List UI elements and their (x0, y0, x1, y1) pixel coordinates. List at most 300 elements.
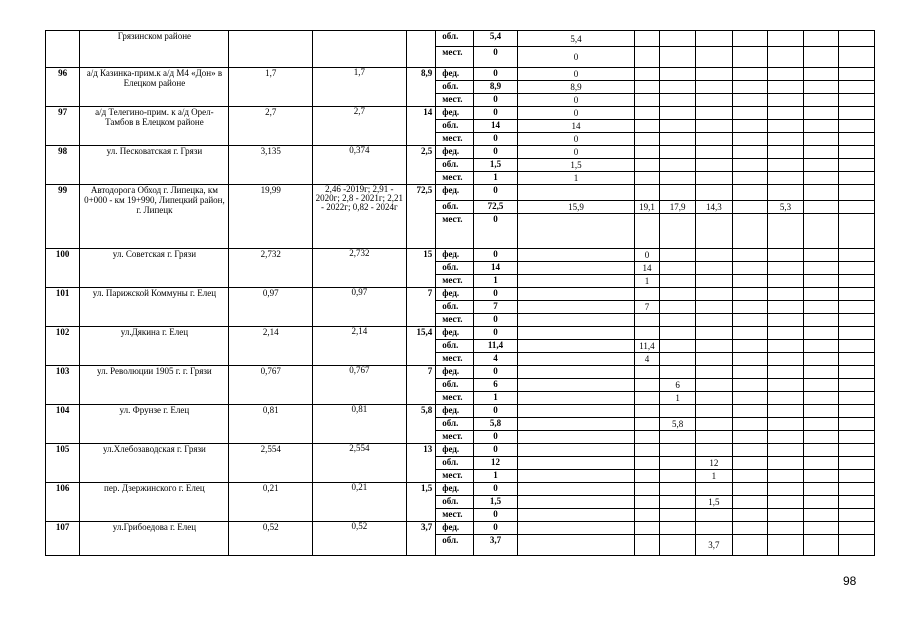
budget-amount: 1 (473, 172, 517, 185)
year-value (659, 535, 695, 556)
year-value (768, 457, 803, 470)
year-value (768, 249, 803, 262)
table-row (46, 405, 905, 418)
year-value (635, 327, 660, 340)
road-name: ул. Фрунзе г. Елец (80, 405, 229, 444)
year-value (696, 172, 732, 185)
year-value (659, 457, 695, 470)
year-value (696, 47, 732, 68)
year-value (768, 301, 803, 314)
year-value (839, 133, 875, 146)
budget-amount: 6 (473, 379, 517, 392)
year-value (696, 509, 732, 522)
row-number: 100 (46, 249, 80, 288)
year-value (839, 379, 875, 392)
year-value: 1 (635, 275, 660, 288)
year-value (803, 262, 839, 275)
road-length: 2,732 (229, 249, 313, 288)
year-value: 0 (517, 107, 634, 120)
year-value (696, 249, 732, 262)
budget-amount: 8,9 (473, 81, 517, 94)
year-value (696, 31, 732, 47)
year-value (696, 146, 732, 159)
budget-type: мест. (436, 47, 474, 68)
budget-type: фед. (436, 288, 474, 301)
road-length: 0,97 (229, 288, 313, 327)
budget-type: обл. (436, 535, 474, 556)
row-number: 107 (46, 522, 80, 556)
row-number: 99 (46, 185, 80, 249)
road-length: 0,81 (229, 405, 313, 444)
year-value: 0 (517, 133, 634, 146)
year-value (839, 288, 875, 301)
year-value: 7 (635, 301, 660, 314)
year-value (696, 275, 732, 288)
year-value (696, 366, 732, 379)
year-value (839, 94, 875, 107)
year-value (732, 301, 768, 314)
year-value: 14 (635, 262, 660, 275)
repair-length: 2,554 (313, 444, 407, 483)
year-value (803, 201, 839, 214)
year-value (768, 535, 803, 556)
year-value (635, 31, 660, 47)
year-value (803, 275, 839, 288)
year-value (768, 81, 803, 94)
year-value (732, 366, 768, 379)
road-name: пер. Дзержинского г. Елец (80, 483, 229, 522)
budget-amount: 0 (473, 68, 517, 81)
year-value (659, 172, 695, 185)
year-value (768, 288, 803, 301)
budget-amount: 5,8 (473, 418, 517, 431)
total-cost: 7 (406, 366, 436, 405)
year-value (517, 327, 634, 340)
budget-type: обл. (436, 31, 474, 47)
table-row (46, 444, 905, 457)
budget-type: фед. (436, 146, 474, 159)
budget-type: фед. (436, 405, 474, 418)
year-value (803, 249, 839, 262)
year-value (517, 314, 634, 327)
road-length (229, 31, 313, 68)
budget-amount: 12 (473, 457, 517, 470)
year-value (732, 133, 768, 146)
budget-type: обл. (436, 418, 474, 431)
year-value (659, 483, 695, 496)
budget-type: мест. (436, 214, 474, 249)
year-value (635, 120, 660, 133)
road-length: 19,99 (229, 185, 313, 249)
year-value (839, 262, 875, 275)
road-name: ул. Парижской Коммуны г. Елец (80, 288, 229, 327)
road-name: ул.Дякина г. Елец (80, 327, 229, 366)
year-value: 6 (659, 379, 695, 392)
year-value (517, 262, 634, 275)
repair-length: 0,21 (313, 483, 407, 522)
year-value (768, 392, 803, 405)
total-cost: 1,5 (406, 483, 436, 522)
year-value (635, 185, 660, 201)
table-body (46, 31, 905, 556)
year-value (732, 146, 768, 159)
road-name: а/д Телегино-прим. к а/д Орел-Тамбов в Елецком районе (80, 107, 229, 146)
year-value (517, 470, 634, 483)
road-length: 1,7 (229, 68, 313, 107)
row-number: 103 (46, 366, 80, 405)
year-value (517, 379, 634, 392)
table-row (46, 68, 905, 81)
year-value (659, 301, 695, 314)
year-value (517, 483, 634, 496)
year-value (803, 418, 839, 431)
year-value: 17,9 (659, 201, 695, 214)
road-name: а/д Казинка-прим.к а/д М4 «Дон» в Елецком районе (80, 68, 229, 107)
year-value (696, 522, 732, 535)
year-value: 0 (517, 68, 634, 81)
year-value (732, 201, 768, 214)
year-value (732, 535, 768, 556)
budget-type: обл. (436, 201, 474, 214)
year-value (732, 379, 768, 392)
year-value (803, 81, 839, 94)
year-value: 5,4 (517, 31, 634, 47)
year-value (803, 483, 839, 496)
year-value (768, 159, 803, 172)
total-cost: 7 (406, 288, 436, 327)
year-value (517, 522, 634, 535)
year-value (517, 418, 634, 431)
budget-type: мест. (436, 172, 474, 185)
year-value (803, 47, 839, 68)
budget-type: фед. (436, 249, 474, 262)
year-value (517, 366, 634, 379)
year-value (635, 457, 660, 470)
year-value (839, 353, 875, 366)
year-value (839, 535, 875, 556)
total-cost: 5,8 (406, 405, 436, 444)
road-program-table (45, 30, 905, 556)
year-value: 0 (517, 94, 634, 107)
year-value (839, 120, 875, 133)
repair-length: 2,14 (313, 327, 407, 366)
year-value (839, 418, 875, 431)
year-value (696, 431, 732, 444)
year-value (659, 31, 695, 47)
budget-amount: 0 (473, 214, 517, 249)
year-value (732, 275, 768, 288)
year-value (517, 535, 634, 556)
budget-type: обл. (436, 301, 474, 314)
year-value (659, 288, 695, 301)
row-number: 98 (46, 146, 80, 185)
year-value (659, 366, 695, 379)
budget-amount: 0 (473, 522, 517, 535)
year-value (635, 133, 660, 146)
year-value (696, 340, 732, 353)
year-value (732, 107, 768, 120)
table-row (46, 146, 905, 159)
year-value (635, 431, 660, 444)
repair-length: 1,7 (313, 68, 407, 107)
year-value: 11,4 (635, 340, 660, 353)
budget-amount: 0 (473, 133, 517, 146)
year-value (696, 405, 732, 418)
repair-length: 2,732 (313, 249, 407, 288)
total-cost: 13 (406, 444, 436, 483)
road-name: Грязинском районе (80, 31, 229, 68)
budget-amount: 0 (473, 366, 517, 379)
table-row (46, 327, 905, 340)
year-value (768, 275, 803, 288)
year-value (696, 185, 732, 201)
table-row (46, 249, 905, 262)
year-value (635, 483, 660, 496)
year-value: 1,5 (517, 159, 634, 172)
year-value (517, 249, 634, 262)
year-value (839, 47, 875, 68)
year-value (696, 107, 732, 120)
budget-amount: 14 (473, 120, 517, 133)
repair-length: 0,374 (313, 146, 407, 185)
year-value (635, 314, 660, 327)
budget-amount: 11,4 (473, 340, 517, 353)
year-value (803, 159, 839, 172)
year-value (635, 288, 660, 301)
year-value (635, 94, 660, 107)
budget-amount: 4 (473, 353, 517, 366)
year-value (696, 159, 732, 172)
year-value (635, 535, 660, 556)
year-value (635, 47, 660, 68)
budget-amount: 7 (473, 301, 517, 314)
year-value (839, 470, 875, 483)
year-value (839, 81, 875, 94)
year-value (732, 185, 768, 201)
year-value (839, 68, 875, 81)
year-value (635, 444, 660, 457)
budget-type: мест. (436, 509, 474, 522)
road-name: ул.Хлебозаводская г. Грязи (80, 444, 229, 483)
year-value (659, 146, 695, 159)
year-value (732, 431, 768, 444)
repair-length: 0,97 (313, 288, 407, 327)
year-value (803, 288, 839, 301)
year-value (768, 68, 803, 81)
year-value (659, 314, 695, 327)
year-value (839, 483, 875, 496)
year-value (696, 301, 732, 314)
budget-type: обл. (436, 81, 474, 94)
budget-amount: 0 (473, 249, 517, 262)
year-value (659, 405, 695, 418)
row-number: 106 (46, 483, 80, 522)
year-value: 1 (696, 470, 732, 483)
year-value (768, 262, 803, 275)
year-value (659, 470, 695, 483)
repair-length: 0,81 (313, 405, 407, 444)
year-value (635, 379, 660, 392)
year-value (839, 444, 875, 457)
year-value (732, 288, 768, 301)
budget-type: фед. (436, 483, 474, 496)
row-number (46, 31, 80, 68)
year-value (696, 262, 732, 275)
year-value (696, 94, 732, 107)
year-value (696, 120, 732, 133)
year-value (659, 496, 695, 509)
year-value (803, 94, 839, 107)
year-value (517, 275, 634, 288)
year-value (768, 379, 803, 392)
year-value (732, 470, 768, 483)
year-value (696, 392, 732, 405)
budget-amount: 0 (473, 483, 517, 496)
year-value (732, 81, 768, 94)
repair-length: 0,52 (313, 522, 407, 556)
budget-type: фед. (436, 444, 474, 457)
road-length: 2,554 (229, 444, 313, 483)
year-value (732, 522, 768, 535)
year-value (659, 431, 695, 444)
year-value (696, 81, 732, 94)
total-cost: 15 (406, 249, 436, 288)
budget-amount: 0 (473, 431, 517, 444)
total-cost: 72,5 (406, 185, 436, 249)
year-value (659, 185, 695, 201)
budget-type: мест. (436, 133, 474, 146)
year-value (635, 522, 660, 535)
year-value (768, 185, 803, 201)
year-value (803, 496, 839, 509)
budget-type: фед. (436, 68, 474, 81)
year-value (659, 68, 695, 81)
budget-type: мест. (436, 314, 474, 327)
year-value (803, 405, 839, 418)
budget-amount: 1 (473, 392, 517, 405)
year-value (803, 457, 839, 470)
budget-type: обл. (436, 159, 474, 172)
year-value (803, 68, 839, 81)
budget-amount: 1 (473, 275, 517, 288)
year-value (803, 214, 839, 249)
year-value (768, 405, 803, 418)
year-value (839, 146, 875, 159)
budget-amount: 1 (473, 470, 517, 483)
year-value (696, 133, 732, 146)
year-value (839, 249, 875, 262)
year-value (803, 172, 839, 185)
year-value (839, 201, 875, 214)
year-value: 14,3 (696, 201, 732, 214)
year-value (768, 483, 803, 496)
year-value (839, 159, 875, 172)
budget-type: обл. (436, 457, 474, 470)
year-value (732, 509, 768, 522)
year-value (803, 107, 839, 120)
year-value (839, 392, 875, 405)
year-value (732, 94, 768, 107)
year-value (768, 214, 803, 249)
total-cost: 14 (406, 107, 436, 146)
year-value (732, 496, 768, 509)
budget-amount: 0 (473, 327, 517, 340)
year-value (732, 418, 768, 431)
budget-amount: 0 (473, 146, 517, 159)
year-value (635, 172, 660, 185)
budget-amount: 5,4 (473, 31, 517, 47)
road-name: ул.Грибоедова г. Елец (80, 522, 229, 556)
year-value (696, 327, 732, 340)
budget-type: обл. (436, 120, 474, 133)
year-value (768, 509, 803, 522)
year-value (659, 120, 695, 133)
year-value (839, 340, 875, 353)
year-value (768, 314, 803, 327)
year-value (839, 31, 875, 47)
repair-length: 2,7 (313, 107, 407, 146)
year-value (659, 94, 695, 107)
year-value (696, 483, 732, 496)
table-row (46, 185, 905, 201)
year-value (696, 353, 732, 366)
year-value (768, 522, 803, 535)
budget-amount: 0 (473, 444, 517, 457)
year-value (659, 262, 695, 275)
row-number: 96 (46, 68, 80, 107)
year-value (732, 392, 768, 405)
year-value (732, 483, 768, 496)
budget-type: фед. (436, 366, 474, 379)
year-value (803, 31, 839, 47)
year-value (768, 444, 803, 457)
budget-type: обл. (436, 379, 474, 392)
year-value (659, 522, 695, 535)
year-value (732, 249, 768, 262)
year-value (839, 185, 875, 201)
year-value (803, 509, 839, 522)
year-value (696, 379, 732, 392)
year-value (839, 522, 875, 535)
budget-amount: 0 (473, 107, 517, 120)
year-value (803, 379, 839, 392)
year-value: 8,9 (517, 81, 634, 94)
year-value (517, 431, 634, 444)
year-value (768, 353, 803, 366)
road-length: 2,7 (229, 107, 313, 146)
budget-amount: 0 (473, 47, 517, 68)
year-value (839, 496, 875, 509)
road-length: 0,21 (229, 483, 313, 522)
year-value: 1 (659, 392, 695, 405)
table-row (46, 31, 905, 47)
year-value (696, 68, 732, 81)
table-row (46, 522, 905, 535)
road-length: 2,14 (229, 327, 313, 366)
year-value (839, 509, 875, 522)
year-value (659, 444, 695, 457)
year-value (803, 146, 839, 159)
budget-type: мест. (436, 431, 474, 444)
year-value (635, 418, 660, 431)
year-value (768, 340, 803, 353)
year-value (517, 444, 634, 457)
road-length: 3,135 (229, 146, 313, 185)
year-value (768, 496, 803, 509)
year-value (696, 418, 732, 431)
year-value (803, 185, 839, 201)
year-value (803, 340, 839, 353)
